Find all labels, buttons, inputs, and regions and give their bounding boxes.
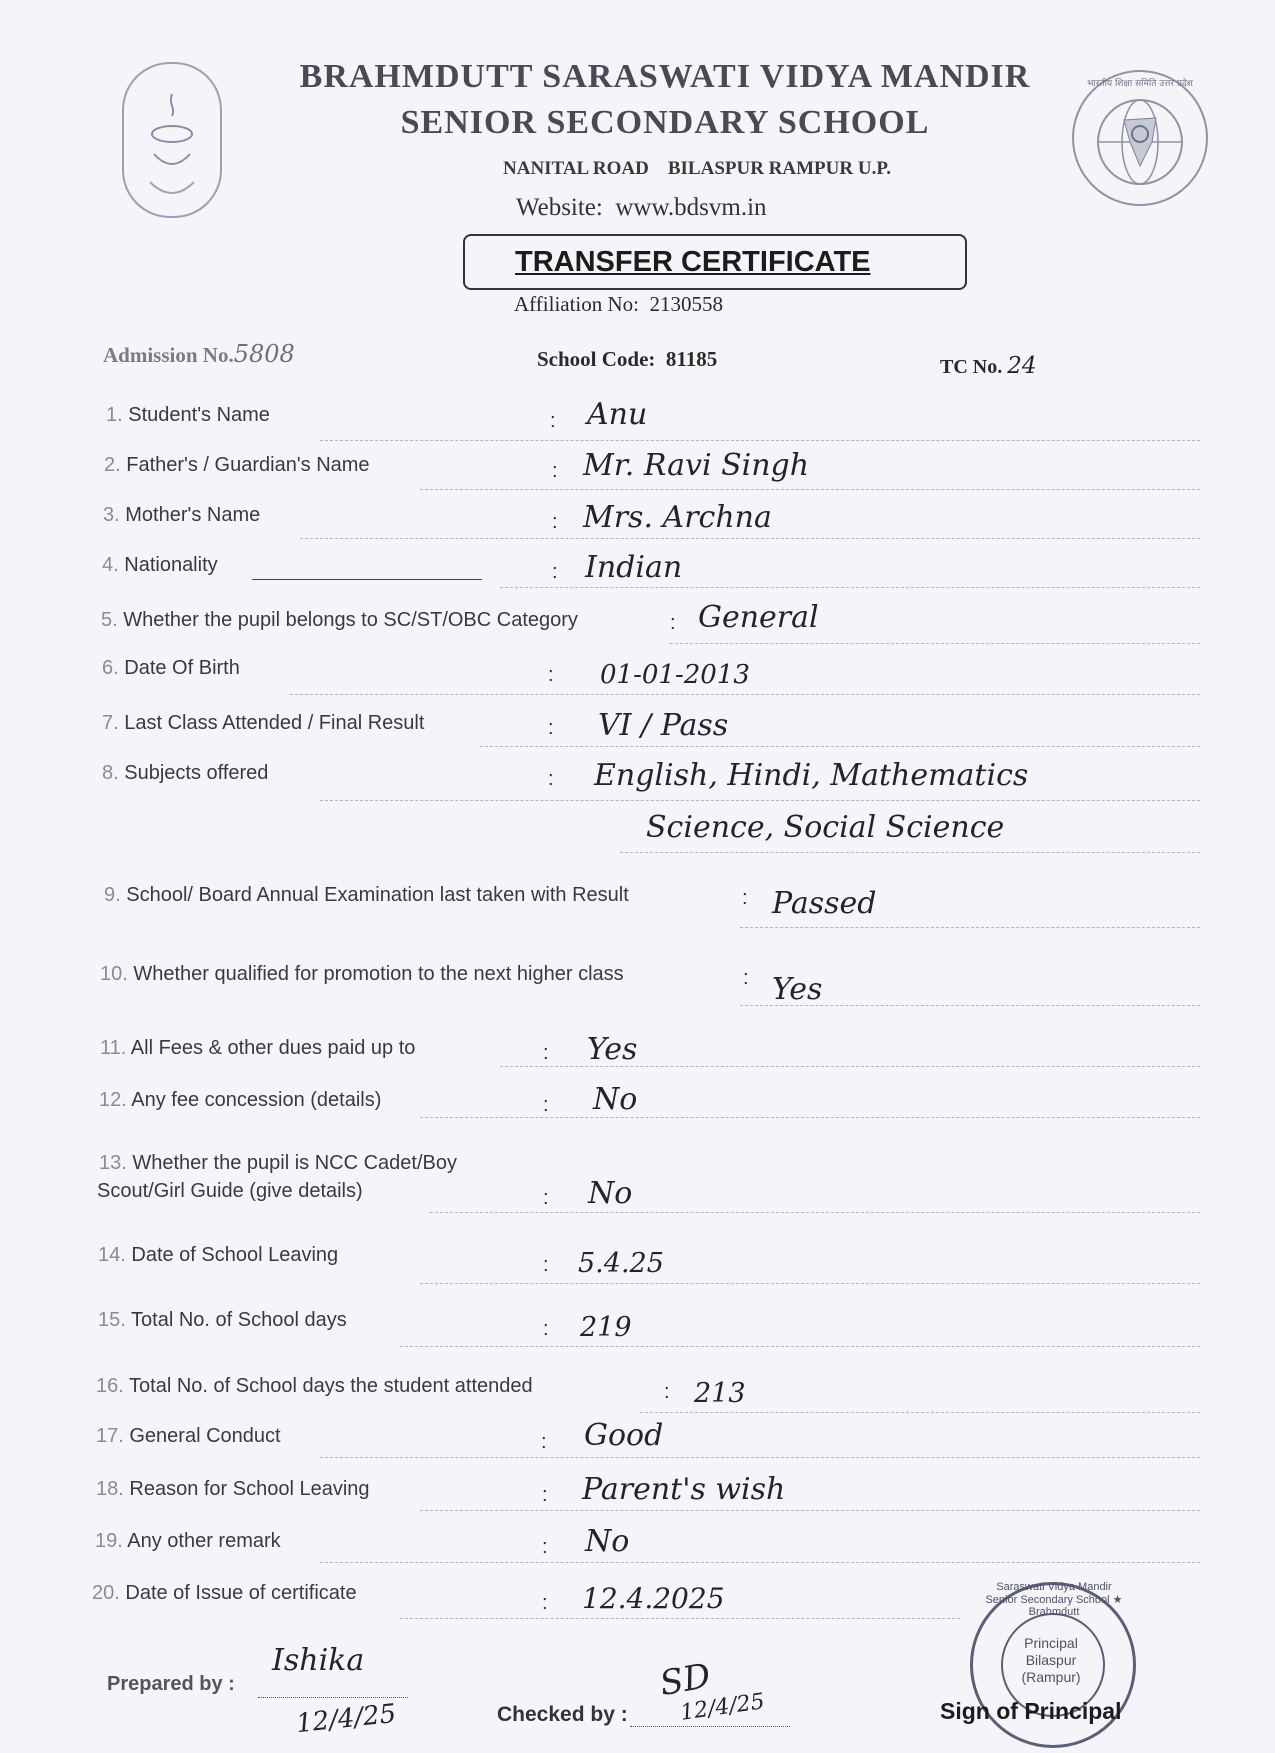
dotted-line [300,538,1200,539]
dotted-line [420,1117,1200,1118]
field-row-17: 17. General Conduct [96,1425,281,1447]
field-value: Mr. Ravi Singh [583,448,810,483]
dotted-line [400,1618,960,1619]
dotted-line [500,587,1200,588]
field-label: Subjects offered [124,762,269,784]
checked-signature: SD [656,1655,714,1705]
field-row-8: 8. Subjects offered [102,762,269,784]
field-row-3: 3. Mother's Name [103,504,261,526]
colon: : [542,1536,548,1558]
dotted-line [420,1510,1200,1511]
prepared-signature: Ishika [272,1643,365,1678]
field-label: Date of School Leaving [131,1244,339,1266]
field-label: Whether qualified for promotion to the next higher class [133,963,624,985]
field-label: All Fees & other dues paid up to [130,1037,416,1059]
tc-label: TC No. [940,356,1003,378]
colon: : [552,511,558,533]
field-value: Good [584,1418,664,1453]
field-row-12: 12. Any fee concession (details) [99,1089,382,1111]
prepared-by-label: Prepared by : [107,1673,235,1695]
school-name-line-2: SENIOR SECONDARY SCHOOL [400,104,930,141]
field-value: 12.4.2025 [582,1582,725,1615]
colon: : [664,1381,670,1403]
dotted-line [320,800,1200,801]
field-value: No [593,1082,638,1117]
school-code: School Code: 81185 [537,347,718,371]
certificate-title-box [463,234,967,290]
field-label: Student's Name [128,404,270,426]
field-label: Mother's Name [125,504,261,526]
colon: : [548,717,554,739]
field-value: Yes [587,1032,638,1067]
principal-signature-label: Sign of Principal [940,1698,1122,1724]
field-row-15: 15. Total No. of School days [98,1309,347,1331]
colon: : [552,561,558,583]
dotted-line [740,927,1200,928]
field-row-11: 11. All Fees & other dues paid up to [100,1037,416,1059]
field-label-line-2: Scout/Girl Guide (give details) [97,1180,363,1202]
checked-date: 12/4/25 [678,1689,767,1726]
field-label: Father's / Guardian's Name [126,454,370,476]
right-emblem-text: भारतीय शिक्षा समिति उत्तर प्रदेश [1087,79,1193,89]
certificate-title: TRANSFER CERTIFICATE [515,246,871,278]
signature-line [630,1726,790,1727]
affiliation-number: Affiliation No: 2130558 [514,292,724,316]
field-value: Passed [772,886,877,921]
admission-label: Admission No. [103,343,234,367]
field-label: Whether the pupil belongs to SC/ST/OBC Category [123,609,578,631]
colon: : [543,1094,549,1116]
left-school-emblem [122,62,222,218]
dotted-line [420,1283,1200,1284]
field-value: 01-01-2013 [600,660,750,690]
dotted-line [480,746,1200,747]
colon: : [542,1592,548,1614]
field-value: Yes [772,972,823,1007]
dotted-line [290,694,1200,695]
dotted-line [430,1212,1200,1213]
field-value: Parent's wish [582,1472,786,1507]
field-label: General Conduct [129,1425,281,1447]
field-row-5: 5. Whether the pupil belongs to SC/ST/OBC Category [101,609,578,631]
field-value: No [585,1524,630,1559]
field-value: 219 [580,1312,632,1343]
seal-ring-text: Saraswati Vidya Mandir Senior Secondary School ★ Brahmdutt [985,1581,1123,1618]
field-value: 5.4.25 [578,1248,664,1279]
field-row-18: 18. Reason for School Leaving [96,1478,370,1500]
seal-center-text: Principal Bilaspur (Rampur) [1021,1635,1081,1685]
field-label: Whether the pupil is NCC Cadet/Boy [132,1152,457,1174]
field-value: English, Hindi, Mathematics [594,758,1029,793]
dotted-line [640,1412,1200,1413]
field-label: Nationality [124,554,218,576]
field-value: Indian [585,550,683,585]
field-label: Last Class Attended / Final Result [124,712,425,734]
field-row-9: 9. School/ Board Annual Examination last taken with Result [104,884,629,906]
prepared-date: 12/4/25 [294,1698,398,1740]
field-label: School/ Board Annual Examination last taken with Result [126,884,629,906]
dotted-line [320,1562,1200,1563]
field-row-20: 20. Date of Issue of certificate [92,1582,357,1604]
colon: : [548,768,554,790]
field-row-7: 7. Last Class Attended / Final Result [102,712,425,734]
field-label: Reason for School Leaving [129,1478,370,1500]
dotted-line [500,1066,1200,1067]
colon: : [543,1042,549,1064]
field-value: VI / Pass [598,708,729,743]
field-label: Total No. of School days the student attended [129,1375,533,1397]
field-value: 213 [694,1378,746,1409]
colon: : [550,410,556,432]
field-row-16: 16. Total No. of School days the student attended [96,1375,533,1397]
dotted-line [740,1005,1200,1006]
dotted-line [670,643,1200,644]
dotted-line [420,489,1200,490]
checked-by-label: Checked by : [497,1703,628,1726]
colon: : [541,1431,547,1453]
colon: : [552,460,558,482]
field-label: Total No. of School days [131,1309,347,1331]
field-label: Any other remark [127,1530,281,1552]
colon: : [542,1484,548,1506]
field-value-line-2: Science, Social Science [646,810,1005,845]
school-name-line-1: BRAHMDUTT SARASWATI VIDYA MANDIR [299,58,1031,95]
field-label: Any fee concession (details) [131,1089,382,1111]
field-row-6: 6. Date Of Birth [102,657,240,679]
field-row-2: 2. Father's / Guardian's Name [104,454,370,476]
dotted-line [400,1346,1200,1347]
field-row-19: 19. Any other remark [95,1530,281,1552]
admission-number [103,340,295,368]
field-value: No [588,1176,633,1211]
dotted-line [620,852,1200,853]
dotted-line [320,440,1200,441]
field-value: Anu [587,397,648,432]
colon: : [543,1318,549,1340]
colon: : [742,887,748,909]
school-website: Website: www.bdsvm.in [516,194,767,221]
right-emblem [1072,70,1208,206]
colon: : [743,967,749,989]
field-value: General [698,600,819,635]
field-value: Mrs. Archna [583,500,772,535]
underline-rule [252,579,482,580]
prepared-by [107,1673,235,1696]
colon: : [670,612,676,634]
globe-icon [1074,72,1206,204]
field-row-1: 1. Student's Name [106,404,270,426]
tc-number [940,353,1037,379]
school-address: NANITAL ROAD BILASPUR RAMPUR U.P. [503,158,891,179]
dotted-line [320,1457,1200,1458]
admission-value: 5808 [233,340,295,368]
field-row-13: 13. Whether the pupil is NCC Cadet/Boy [99,1152,457,1174]
colon: : [548,664,554,686]
checked-by [497,1703,628,1727]
colon: : [543,1254,549,1276]
tc-value: 24 [1007,353,1037,379]
field-row-14: 14. Date of School Leaving [98,1244,339,1266]
field-label: Date Of Birth [124,657,240,679]
field-row-4: 4. Nationality [102,554,218,576]
signature-line [258,1697,408,1698]
lamp-icon [124,64,220,216]
field-label: Date of Issue of certificate [125,1582,357,1604]
colon: : [543,1187,549,1209]
field-row-10: 10. Whether qualified for promotion to the next higher class [100,963,624,985]
